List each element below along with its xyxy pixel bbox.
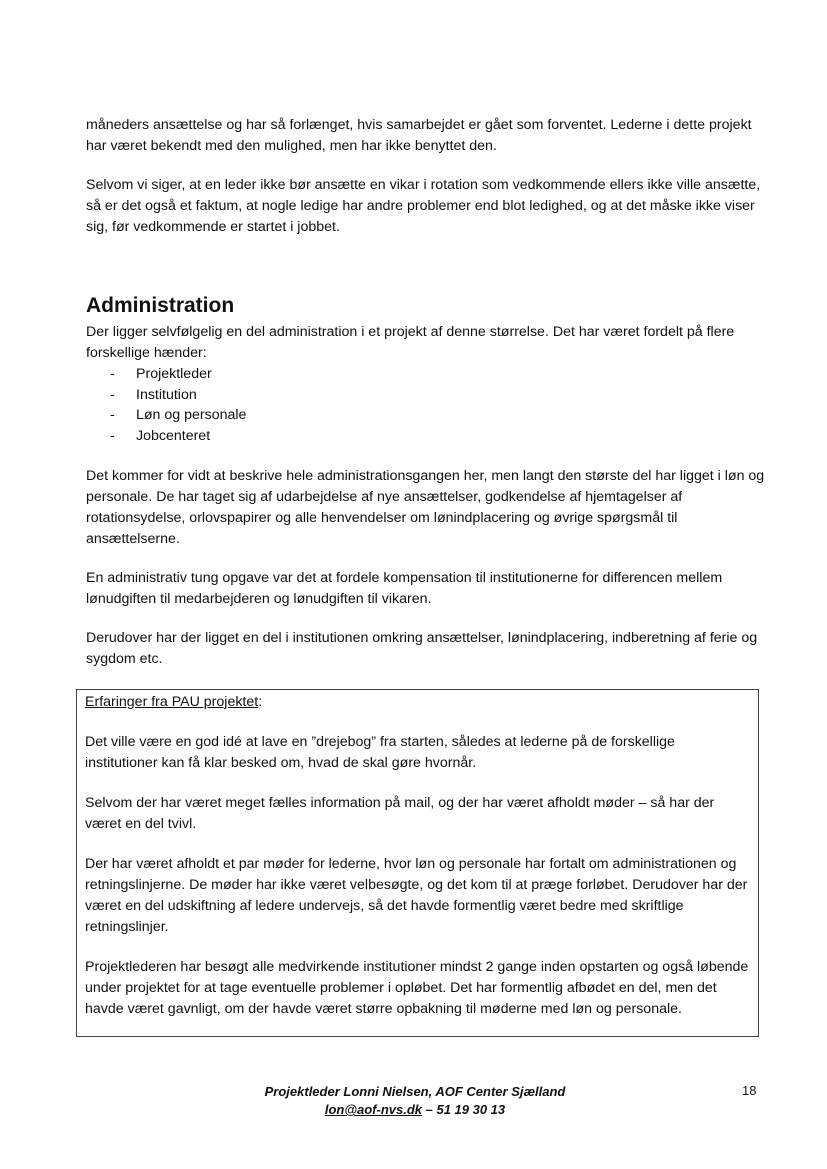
box-paragraph-3: Der har været afholdt et par møder for lederne, hvor løn og personale har fortalt om administrationen og retningslinjerne. De møder har ikke været velbesøgte, og det kom til at præge forløbet. Derudover har der været en del udskiftning af ledere undervejs, så det havde formentlig været bedre med skriftlige retningslinjer. [85,856,748,935]
paragraph-top-2: Selvom vi siger, at en leder ikke bør ansætte en vikar i rotation som vedkommende ellers ikke ville ansætte, så er det også et faktum, at nogle ledige har andre problemer end blot ledighed, og at det måske ikke viser sig, før vedkommende er startet i jobbet. [86,177,761,235]
experience-box [76,689,759,1037]
page-footer [180,1083,650,1119]
list-item [86,405,246,426]
list-marker: - [110,386,115,403]
list-marker: - [110,407,115,423]
box-title: Erfaringer fra PAU projektet [85,694,259,710]
section-paragraph-2: En administrativ tung opgave var det at fordele kompensation til institutionerne for differencen mellem lønudgiften til medarbejderen og lønudgiften til vikaren. [86,570,723,607]
footer-line: Projektleder Lonni Nielsen, AOF Center Sjælland [264,1084,566,1099]
list-marker: - [110,427,115,444]
paragraph-top-1: måneders ansættelse og har så forlænget, hvis samarbejdet er gået som forventet. Lederne i dette projekt har været bekendt med den mulighed, men har ikke benyttet den. [86,117,752,154]
admin-list [86,364,246,446]
footer-phone: – 51 19 30 13 [422,1102,506,1117]
list-item [86,385,246,406]
box-paragraph-1: Det ville være en god idé at lave en ”drejebog” fra starten, således at lederne på de forskellige institutioner kan få klar besked om, hvad de skal gøre hvornår. [85,734,675,771]
box-paragraph-2: Selvom der har været meget fælles information på mail, og der har været afholdt møder – så har der været en del tvivl. [85,795,715,832]
list-item [86,426,246,447]
list-item [86,364,246,385]
box-title-suffix: : [258,694,263,710]
box-paragraph-4: Projektlederen har besøgt alle medvirkende institutioner mindst 2 gange inden opstarten og også løbende under projektet for at tage eventuelle problemer i opløbet. Det har formentlig afbødet en del, men det havde været gavnligt, om der havde været større opbakning til møderne med løn og personale. [85,959,749,1017]
box-title-line [85,692,750,713]
footer-contact [180,1101,650,1119]
section-paragraph-3: Derudover har der ligget en del i institutionen omkring ansættelser, lønindplacering, indberetning af ferie og sygdom etc. [86,630,758,667]
list-marker: - [110,366,115,382]
page-number: 18 [742,1083,757,1098]
section-intro: Der ligger selvfølgelig en del administration i et projekt af denne størrelse. Det har været fordelt på flere forskellige hænder: [86,324,735,361]
list-item-label: Projektleder [136,366,212,382]
list-item-label: Løn og personale [136,407,247,423]
section-heading: Administration [86,294,235,317]
list-item-label: Jobcenteret [136,427,211,444]
section-paragraph-1: Det kommer for vidt at beskrive hele administrationsgangen her, men langt den største del har ligget i løn og personale. De har taget sig af udarbejdelse af nye ansættelser, godkendelse af hjemtagelser af rotationsydelse, orlovspapirer og alle henvendelser om lønindplacering og øvrige spørgsmål til ansættelserne. [86,468,765,547]
list-item-label: Institution [136,386,197,403]
footer-email-link[interactable]: lon@aof-nvs.dk [324,1102,423,1117]
